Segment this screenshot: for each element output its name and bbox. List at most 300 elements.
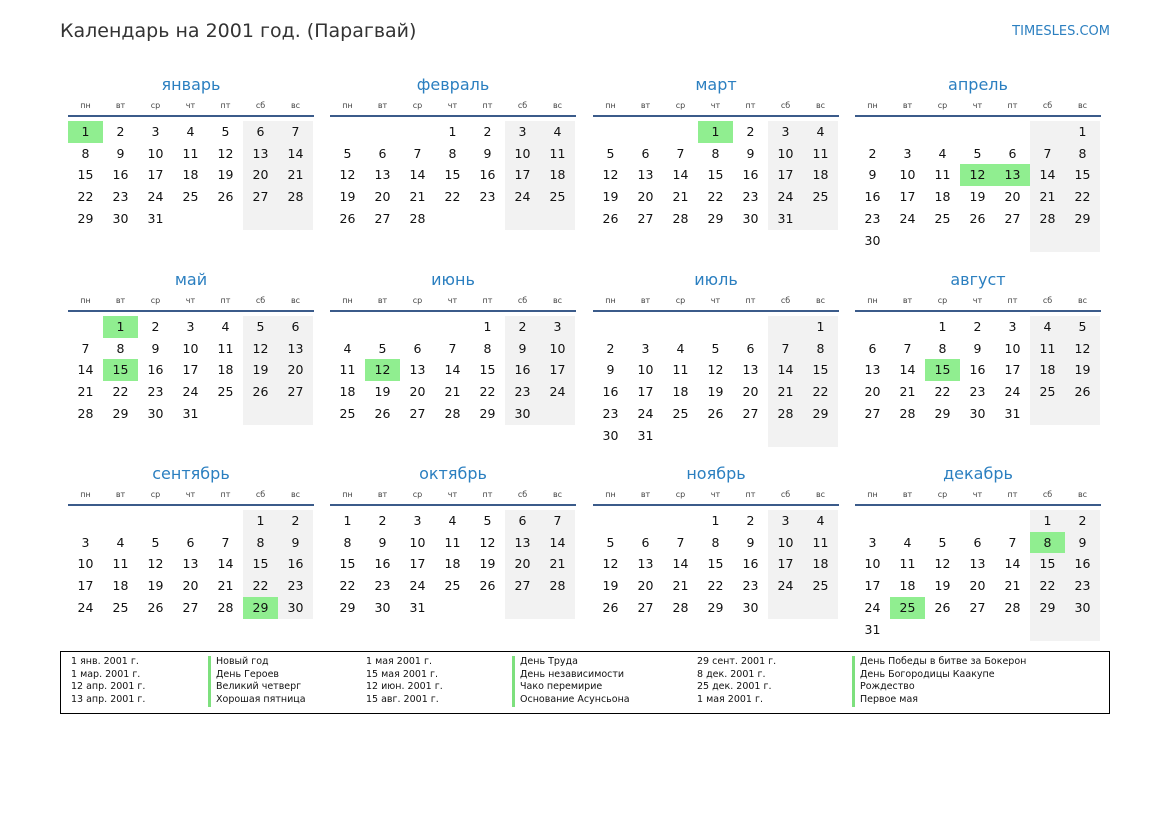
day-cell: 25 bbox=[112, 599, 129, 615]
day-cell: 24 bbox=[409, 578, 426, 594]
legend-holiday-name: Основание Асунсьона bbox=[512, 694, 630, 707]
weekend-blank-cell bbox=[803, 425, 838, 447]
day-cell: 4 bbox=[221, 319, 230, 334]
day-cell: 9 bbox=[278, 532, 313, 554]
day-cell: 2 bbox=[606, 340, 615, 356]
day-cell: 2 bbox=[505, 316, 540, 338]
day-cell: 23 bbox=[969, 384, 986, 400]
day-cell: 16 bbox=[864, 189, 881, 205]
weekday-label: сб bbox=[1042, 296, 1053, 305]
day-cell: 27 bbox=[409, 405, 426, 421]
weekday-label: вт bbox=[377, 296, 388, 305]
day-cell: 8 bbox=[483, 340, 492, 356]
day-cell: 22 bbox=[479, 384, 496, 400]
day-cell: 24 bbox=[540, 381, 575, 403]
weekday-label: вс bbox=[290, 490, 301, 499]
day-cell: 11 bbox=[672, 362, 689, 378]
day-cell: 24 bbox=[637, 405, 654, 421]
weekday-label: сб bbox=[517, 296, 528, 305]
month-name: август bbox=[950, 270, 1006, 289]
day-cell: 13 bbox=[864, 362, 881, 378]
day-cell: 22 bbox=[1065, 186, 1100, 208]
weekend-blank-cell bbox=[540, 597, 575, 619]
day-cell: 9 bbox=[746, 145, 755, 161]
legend-holiday-name: День Богородицы Каакупе bbox=[852, 669, 995, 682]
day-cell: 26 bbox=[602, 210, 619, 226]
day-cell: 14 bbox=[217, 556, 234, 572]
day-cell: 17 bbox=[77, 578, 94, 594]
day-cell: 14 bbox=[672, 167, 689, 183]
month-name: февраль bbox=[416, 75, 490, 94]
day-cell: 6 bbox=[868, 340, 877, 356]
day-cell: 7 bbox=[676, 534, 685, 550]
weekday-label: вс bbox=[552, 490, 563, 499]
day-cell: 10 bbox=[147, 145, 164, 161]
day-cell: 28 bbox=[672, 599, 689, 615]
weekday-label: пт bbox=[745, 490, 756, 499]
day-cell: 20 bbox=[637, 578, 654, 594]
legend-date: 1 янв. 2001 г. bbox=[71, 656, 139, 667]
day-cell: 22 bbox=[112, 384, 129, 400]
day-cell: 2 bbox=[151, 319, 160, 334]
day-cell: 10 bbox=[864, 556, 881, 572]
day-cell: 4 bbox=[186, 124, 195, 139]
day-cell: 10 bbox=[637, 362, 654, 378]
day-cell: 5 bbox=[938, 534, 947, 550]
day-cell: 15 bbox=[479, 362, 496, 378]
weekday-label: вт bbox=[377, 101, 388, 110]
weekend-blank-cell bbox=[1030, 619, 1065, 641]
day-cell: 30 bbox=[278, 597, 313, 619]
day-cell: 15 bbox=[77, 167, 94, 183]
month-divider bbox=[68, 115, 314, 117]
day-cell: 14 bbox=[1030, 164, 1065, 186]
day-cell: 14 bbox=[540, 532, 575, 554]
day-cell: 26 bbox=[707, 405, 724, 421]
day-cell: 8 bbox=[711, 534, 720, 550]
day-cell: 29 bbox=[707, 210, 724, 226]
weekday-label: вс bbox=[1077, 101, 1088, 110]
day-cell: 12 bbox=[934, 556, 951, 572]
legend-date: 1 мая 2001 г. bbox=[697, 694, 763, 706]
day-cell: 5 bbox=[243, 316, 278, 338]
day-cell: 8 bbox=[343, 534, 352, 550]
day-cell: 7 bbox=[768, 338, 803, 360]
day-cell: 3 bbox=[505, 121, 540, 143]
day-cell: 23 bbox=[742, 189, 759, 205]
day-cell: 5 bbox=[606, 534, 615, 550]
day-cell: 24 bbox=[768, 575, 803, 597]
legend-holiday-name: Хорошая пятница bbox=[208, 694, 306, 707]
weekday-label: пн bbox=[867, 296, 878, 305]
legend-date: 13 апр. 2001 г. bbox=[71, 694, 146, 706]
day-cell: 28 bbox=[409, 210, 426, 226]
day-cell: 11 bbox=[444, 534, 461, 550]
page-title: Календарь на 2001 год. (Парагвай) bbox=[60, 20, 417, 42]
day-cell: 4 bbox=[540, 121, 575, 143]
day-cell: 10 bbox=[505, 143, 540, 165]
day-cell: 29 bbox=[479, 405, 496, 421]
brand-link[interactable]: TIMESLES.COM bbox=[1012, 24, 1110, 39]
day-cell: 18 bbox=[217, 362, 234, 378]
day-cell: 10 bbox=[1004, 340, 1021, 356]
day-cell: 12 bbox=[243, 338, 278, 360]
day-cell: 18 bbox=[182, 167, 199, 183]
day-cell: 3 bbox=[413, 513, 422, 528]
day-cell: 4 bbox=[803, 121, 838, 143]
legend-date: 29 сент. 2001 г. bbox=[697, 656, 777, 667]
day-cell: 26 bbox=[339, 210, 356, 226]
legend-holiday-name: День Труда bbox=[512, 656, 578, 669]
day-cell: 3 bbox=[903, 145, 912, 161]
day-cell: 11 bbox=[1030, 338, 1065, 360]
legend-holiday-name: Великий четверг bbox=[208, 681, 301, 694]
day-cell: 19 bbox=[1065, 359, 1100, 381]
day-cell: 21 bbox=[444, 384, 461, 400]
day-cell: 19 bbox=[243, 359, 278, 381]
day-cell: 10 bbox=[768, 143, 803, 165]
day-cell: 3 bbox=[768, 121, 803, 143]
day-cell: 5 bbox=[151, 534, 160, 550]
day-cell: 15 bbox=[1065, 164, 1100, 186]
day-cell: 14 bbox=[768, 359, 803, 381]
day-cell: 3 bbox=[868, 534, 877, 550]
weekday-label: пт bbox=[1007, 490, 1018, 499]
day-cell: 24 bbox=[899, 210, 916, 226]
day-cell: 3 bbox=[1008, 319, 1017, 334]
day-cell: 5 bbox=[483, 513, 492, 528]
weekday-label: вт bbox=[115, 296, 126, 305]
day-cell: 23 bbox=[505, 381, 540, 403]
day-cell: 17 bbox=[147, 167, 164, 183]
legend-holiday-name: Чако перемирие bbox=[512, 681, 602, 694]
day-cell: 22 bbox=[707, 189, 724, 205]
day-cell: 3 bbox=[641, 340, 650, 356]
day-cell: 10 bbox=[409, 534, 426, 550]
day-cell: 4 bbox=[448, 513, 457, 528]
day-cell: 1 bbox=[803, 316, 838, 338]
weekday-label: вс bbox=[815, 101, 826, 110]
weekday-label: пн bbox=[342, 296, 353, 305]
weekday-label: ср bbox=[412, 296, 423, 305]
day-cell: 19 bbox=[217, 167, 234, 183]
day-cell: 29 bbox=[77, 210, 94, 226]
day-cell: 9 bbox=[116, 145, 125, 161]
holiday-day-cell: 1 bbox=[68, 121, 103, 143]
day-cell: 13 bbox=[969, 556, 986, 572]
day-cell: 28 bbox=[540, 575, 575, 597]
day-cell: 11 bbox=[182, 145, 199, 161]
day-cell: 9 bbox=[483, 145, 492, 161]
weekday-label: пн bbox=[80, 490, 91, 499]
day-cell: 29 bbox=[112, 405, 129, 421]
weekday-label: ср bbox=[937, 101, 948, 110]
day-cell: 29 bbox=[339, 599, 356, 615]
weekday-label: пт bbox=[220, 296, 231, 305]
day-cell: 13 bbox=[742, 362, 759, 378]
holiday-day-cell: 8 bbox=[1030, 532, 1065, 554]
day-cell: 24 bbox=[77, 599, 94, 615]
day-cell: 5 bbox=[221, 124, 230, 139]
holiday-day-cell: 12 bbox=[365, 359, 400, 381]
day-cell: 3 bbox=[540, 316, 575, 338]
weekday-label: чт bbox=[710, 490, 721, 499]
day-cell: 6 bbox=[505, 510, 540, 532]
weekend-blank-cell bbox=[243, 403, 278, 425]
day-cell: 9 bbox=[868, 167, 877, 183]
day-cell: 16 bbox=[742, 167, 759, 183]
weekday-label: пн bbox=[867, 101, 878, 110]
month-divider bbox=[593, 115, 839, 117]
weekday-label: чт bbox=[710, 101, 721, 110]
day-cell: 24 bbox=[864, 599, 881, 615]
weekday-label: вс bbox=[552, 101, 563, 110]
day-cell: 14 bbox=[672, 556, 689, 572]
day-cell: 15 bbox=[243, 553, 278, 575]
day-cell: 27 bbox=[1004, 210, 1021, 226]
day-cell: 15 bbox=[1030, 553, 1065, 575]
day-cell: 21 bbox=[768, 381, 803, 403]
day-cell: 17 bbox=[637, 384, 654, 400]
day-cell: 22 bbox=[707, 578, 724, 594]
weekday-label: чт bbox=[447, 101, 458, 110]
day-cell: 20 bbox=[374, 189, 391, 205]
day-cell: 25 bbox=[672, 405, 689, 421]
day-cell: 26 bbox=[479, 578, 496, 594]
day-cell: 7 bbox=[540, 510, 575, 532]
day-cell: 2 bbox=[378, 513, 387, 528]
day-cell: 21 bbox=[672, 189, 689, 205]
day-cell: 25 bbox=[1030, 381, 1065, 403]
day-cell: 16 bbox=[969, 362, 986, 378]
day-cell: 20 bbox=[1004, 189, 1021, 205]
weekday-label: пн bbox=[605, 296, 616, 305]
day-cell: 18 bbox=[339, 384, 356, 400]
weekend-blank-cell bbox=[803, 208, 838, 230]
day-cell: 21 bbox=[1004, 578, 1021, 594]
day-cell: 21 bbox=[77, 384, 94, 400]
day-cell: 10 bbox=[77, 556, 94, 572]
month-name: апрель bbox=[948, 75, 1008, 94]
day-cell: 4 bbox=[903, 534, 912, 550]
day-cell: 16 bbox=[374, 556, 391, 572]
legend-holiday-name: День независимости bbox=[512, 669, 624, 682]
weekend-blank-cell bbox=[1065, 230, 1100, 252]
weekday-label: вс bbox=[290, 101, 301, 110]
day-cell: 8 bbox=[81, 145, 90, 161]
weekday-label: ср bbox=[675, 101, 686, 110]
day-cell: 2 bbox=[973, 319, 982, 334]
weekday-label: пт bbox=[1007, 296, 1018, 305]
month-name: июнь bbox=[431, 270, 475, 289]
month-divider bbox=[68, 504, 314, 506]
day-cell: 27 bbox=[864, 405, 881, 421]
weekday-label: вс bbox=[815, 296, 826, 305]
month-divider bbox=[330, 504, 576, 506]
day-cell: 9 bbox=[151, 340, 160, 356]
weekday-label: вт bbox=[640, 296, 651, 305]
day-cell: 6 bbox=[378, 145, 387, 161]
weekday-label: сб bbox=[1042, 101, 1053, 110]
weekday-label: ср bbox=[150, 101, 161, 110]
day-cell: 17 bbox=[768, 553, 803, 575]
day-cell: 20 bbox=[409, 384, 426, 400]
holiday-day-cell: 15 bbox=[925, 359, 960, 381]
weekend-blank-cell bbox=[505, 597, 540, 619]
day-cell: 22 bbox=[1030, 575, 1065, 597]
day-cell: 30 bbox=[505, 403, 540, 425]
day-cell: 22 bbox=[339, 578, 356, 594]
day-cell: 11 bbox=[339, 362, 356, 378]
legend-holiday-name: Первое мая bbox=[852, 694, 918, 707]
day-cell: 26 bbox=[1065, 381, 1100, 403]
day-cell: 23 bbox=[374, 578, 391, 594]
day-cell: 26 bbox=[969, 210, 986, 226]
legend-holiday-name: Новый год bbox=[208, 656, 269, 669]
day-cell: 29 bbox=[1030, 597, 1065, 619]
day-cell: 7 bbox=[1030, 143, 1065, 165]
day-cell: 18 bbox=[672, 384, 689, 400]
day-cell: 19 bbox=[479, 556, 496, 572]
day-cell: 30 bbox=[374, 599, 391, 615]
day-cell: 27 bbox=[374, 210, 391, 226]
day-cell: 18 bbox=[803, 164, 838, 186]
day-cell: 10 bbox=[899, 167, 916, 183]
weekday-label: пн bbox=[605, 101, 616, 110]
day-cell: 28 bbox=[217, 599, 234, 615]
day-cell: 31 bbox=[768, 208, 803, 230]
weekday-label: сб bbox=[780, 490, 791, 499]
day-cell: 16 bbox=[505, 359, 540, 381]
day-cell: 20 bbox=[742, 384, 759, 400]
weekday-label: сб bbox=[255, 101, 266, 110]
weekend-blank-cell bbox=[278, 208, 313, 230]
day-cell: 25 bbox=[444, 578, 461, 594]
day-cell: 20 bbox=[864, 384, 881, 400]
day-cell: 6 bbox=[641, 534, 650, 550]
day-cell: 19 bbox=[934, 578, 951, 594]
month-name: декабрь bbox=[943, 464, 1013, 483]
day-cell: 14 bbox=[77, 362, 94, 378]
day-cell: 2 bbox=[868, 145, 877, 161]
weekend-blank-cell bbox=[1065, 619, 1100, 641]
day-cell: 28 bbox=[768, 403, 803, 425]
day-cell: 17 bbox=[540, 359, 575, 381]
month-divider bbox=[330, 115, 576, 117]
day-cell: 21 bbox=[409, 189, 426, 205]
legend-holiday-name: День Победы в битве за Бокерон bbox=[852, 656, 1026, 669]
weekday-label: вс bbox=[1077, 490, 1088, 499]
day-cell: 29 bbox=[1065, 208, 1100, 230]
day-cell: 17 bbox=[1004, 362, 1021, 378]
day-cell: 11 bbox=[899, 556, 916, 572]
legend-date: 15 авг. 2001 г. bbox=[366, 694, 439, 706]
day-cell: 27 bbox=[243, 186, 278, 208]
weekday-label: вт bbox=[902, 490, 913, 499]
day-cell: 6 bbox=[413, 340, 422, 356]
day-cell: 7 bbox=[413, 145, 422, 161]
day-cell: 2 bbox=[116, 124, 125, 139]
weekday-label: вт bbox=[377, 490, 388, 499]
weekday-label: чт bbox=[185, 296, 196, 305]
day-cell: 5 bbox=[378, 340, 387, 356]
day-cell: 22 bbox=[803, 381, 838, 403]
day-cell: 26 bbox=[374, 405, 391, 421]
weekday-label: пн bbox=[342, 490, 353, 499]
day-cell: 29 bbox=[803, 403, 838, 425]
day-cell: 21 bbox=[217, 578, 234, 594]
day-cell: 14 bbox=[1004, 556, 1021, 572]
day-cell: 3 bbox=[186, 319, 195, 334]
weekday-label: пт bbox=[482, 490, 493, 499]
day-cell: 1 bbox=[448, 124, 457, 139]
day-cell: 4 bbox=[803, 510, 838, 532]
weekday-label: сб bbox=[255, 490, 266, 499]
weekend-blank-cell bbox=[768, 316, 803, 338]
day-cell: 6 bbox=[278, 316, 313, 338]
day-cell: 13 bbox=[182, 556, 199, 572]
legend-date: 8 дек. 2001 г. bbox=[697, 668, 766, 680]
legend-date: 25 дек. 2001 г. bbox=[697, 681, 772, 693]
weekday-label: чт bbox=[972, 101, 983, 110]
day-cell: 31 bbox=[147, 210, 164, 226]
month-name: март bbox=[695, 75, 737, 94]
day-cell: 22 bbox=[934, 384, 951, 400]
weekday-label: чт bbox=[447, 490, 458, 499]
month-divider bbox=[855, 310, 1101, 312]
day-cell: 1 bbox=[343, 513, 352, 528]
day-cell: 6 bbox=[746, 340, 755, 356]
day-cell: 18 bbox=[444, 556, 461, 572]
day-cell: 12 bbox=[479, 534, 496, 550]
holiday-day-cell: 15 bbox=[103, 359, 138, 381]
legend-date: 12 июн. 2001 г. bbox=[366, 681, 443, 693]
weekday-label: вт bbox=[902, 101, 913, 110]
day-cell: 6 bbox=[641, 145, 650, 161]
day-cell: 30 bbox=[742, 599, 759, 615]
day-cell: 19 bbox=[707, 384, 724, 400]
weekday-label: пн bbox=[605, 490, 616, 499]
day-cell: 27 bbox=[637, 210, 654, 226]
day-cell: 13 bbox=[637, 556, 654, 572]
day-cell: 27 bbox=[969, 599, 986, 615]
weekend-blank-cell bbox=[278, 403, 313, 425]
day-cell: 1 bbox=[711, 513, 720, 528]
legend-holiday-name: День Героев bbox=[208, 669, 279, 682]
day-cell: 10 bbox=[540, 338, 575, 360]
weekday-label: чт bbox=[185, 101, 196, 110]
day-cell: 31 bbox=[409, 599, 426, 615]
weekday-label: вс bbox=[290, 296, 301, 305]
weekday-label: ср bbox=[937, 490, 948, 499]
holiday-legend bbox=[60, 651, 1110, 714]
weekday-label: пн bbox=[342, 101, 353, 110]
holiday-day-cell: 25 bbox=[890, 597, 925, 619]
day-cell: 31 bbox=[1004, 405, 1021, 421]
day-cell: 30 bbox=[112, 210, 129, 226]
weekend-blank-cell bbox=[1030, 403, 1065, 425]
day-cell: 30 bbox=[602, 427, 619, 443]
day-cell: 4 bbox=[343, 340, 352, 356]
day-cell: 17 bbox=[768, 164, 803, 186]
day-cell: 25 bbox=[217, 384, 234, 400]
day-cell: 25 bbox=[540, 186, 575, 208]
day-cell: 23 bbox=[479, 189, 496, 205]
day-cell: 9 bbox=[606, 362, 615, 378]
month-divider bbox=[68, 310, 314, 312]
weekend-blank-cell bbox=[1030, 121, 1065, 143]
day-cell: 24 bbox=[147, 189, 164, 205]
